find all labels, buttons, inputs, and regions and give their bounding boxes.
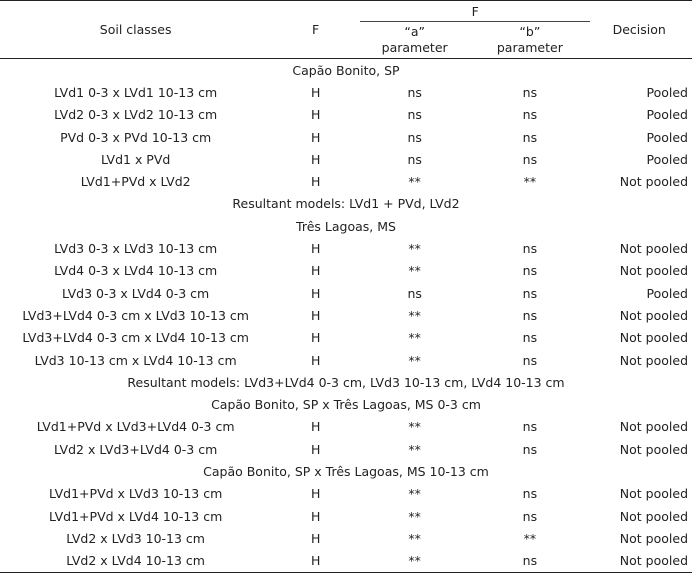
cell-decision: Pooled bbox=[646, 285, 688, 301]
cell-a-parameter: ns bbox=[407, 107, 422, 123]
section-title: Capão Bonito, SP bbox=[292, 62, 400, 78]
cell-soil-classes: LVd1 x PVd bbox=[100, 151, 171, 167]
cell-a-parameter: ** bbox=[408, 530, 421, 546]
cell-f: H bbox=[310, 263, 321, 279]
cell-b-parameter: ns bbox=[522, 129, 538, 145]
cell-b-parameter: ns bbox=[522, 84, 538, 100]
header-f-group: F bbox=[360, 1, 590, 22]
cell-a-parameter: ** bbox=[408, 241, 421, 257]
cell-a-parameter: ** bbox=[408, 508, 421, 524]
cell-soil-classes: LVd2 x LVd3 10-13 cm bbox=[66, 530, 205, 546]
cell-b-parameter: ** bbox=[523, 530, 537, 546]
resultant-models: Resultant models: LVd3+LVd4 0-3 cm, LVd3 10-13 cm, LVd4 10-13 cm bbox=[127, 374, 565, 390]
cell-f: H bbox=[310, 285, 321, 301]
header-decision: Decision bbox=[590, 1, 692, 59]
cell-decision: Not pooled bbox=[619, 352, 688, 368]
cell-b-parameter: ns bbox=[522, 330, 538, 346]
cell-b-parameter: ns bbox=[522, 241, 538, 257]
cell-decision: Not pooled bbox=[619, 441, 688, 457]
cell-a-parameter: ** bbox=[408, 441, 421, 457]
cell-a-parameter: ** bbox=[360, 550, 469, 573]
section-title-row bbox=[0, 460, 692, 482]
cell-a-parameter: ** bbox=[408, 307, 421, 323]
cell-decision: Not pooled bbox=[619, 508, 688, 524]
cell-decision: Not pooled bbox=[619, 307, 688, 323]
cell-soil-classes: LVd2 x LVd4 10-13 cm bbox=[0, 550, 271, 573]
cell-decision: Not pooled bbox=[619, 263, 688, 279]
cell-soil-classes: LVd4 0-3 x LVd4 10-13 cm bbox=[54, 263, 218, 279]
table-row bbox=[0, 505, 692, 527]
resultant-models-row bbox=[0, 193, 692, 215]
cell-f: H bbox=[310, 84, 321, 100]
table-row bbox=[0, 327, 692, 349]
cell-f: H bbox=[310, 151, 321, 167]
cell-soil-classes: LVd1+PVd x LVd3 10-13 cm bbox=[49, 486, 223, 502]
cell-f: H bbox=[310, 530, 321, 546]
cell-b-parameter: ns bbox=[522, 307, 538, 323]
cell-a-parameter: ** bbox=[408, 419, 421, 435]
cell-b-parameter: ns bbox=[522, 107, 538, 123]
cell-decision: Pooled bbox=[646, 151, 688, 167]
cell-decision: Not pooled bbox=[619, 530, 688, 546]
cell-a-parameter: ** bbox=[408, 174, 421, 190]
cell-b-parameter: ns bbox=[522, 352, 538, 368]
table-row bbox=[0, 438, 692, 460]
table-row bbox=[0, 260, 692, 282]
cell-f: H bbox=[310, 441, 321, 457]
cell-decision: Not pooled bbox=[619, 486, 688, 502]
cell-a-parameter: ** bbox=[408, 330, 421, 346]
cell-f: H bbox=[310, 107, 321, 123]
header-b-line2: parameter bbox=[496, 40, 563, 55]
cell-soil-classes: LVd3 10-13 cm x LVd4 10-13 cm bbox=[34, 352, 237, 368]
cell-b-parameter: ns bbox=[469, 550, 590, 573]
header-a-line1: “a” bbox=[404, 24, 425, 39]
section-title: Capão Bonito, SP x Três Lagoas, MS 0-3 cm bbox=[211, 397, 481, 413]
cell-b-parameter: ns bbox=[522, 263, 538, 279]
cell-a-parameter: ** bbox=[408, 486, 421, 502]
table-row bbox=[0, 170, 692, 192]
cell-soil-classes: LVd1+PVd x LVd3+LVd4 0-3 cm bbox=[36, 419, 235, 435]
table-row bbox=[0, 483, 692, 505]
cell-decision: Pooled bbox=[646, 129, 688, 145]
section-title: Capão Bonito, SP x Três Lagoas, MS 10-13 cm bbox=[203, 463, 489, 479]
resultant-models-row bbox=[0, 371, 692, 393]
cell-decision: Not pooled bbox=[619, 241, 688, 257]
cell-soil-classes: LVd1+PVd x LVd4 10-13 cm bbox=[49, 508, 223, 524]
cell-b-parameter: ns bbox=[522, 151, 538, 167]
cell-b-parameter: ns bbox=[522, 508, 538, 524]
cell-f: H bbox=[310, 419, 321, 435]
table-row bbox=[0, 237, 692, 259]
section-title-row bbox=[0, 215, 692, 237]
cell-a-parameter: ns bbox=[407, 151, 422, 167]
table-row bbox=[0, 527, 692, 549]
cell-f: H bbox=[310, 129, 321, 145]
cell-f: H bbox=[310, 486, 321, 502]
cell-decision: Not pooled bbox=[619, 330, 688, 346]
header-b-parameter bbox=[469, 22, 590, 59]
cell-f: H bbox=[310, 241, 321, 257]
cell-decision: Not pooled bbox=[619, 174, 688, 190]
cell-f: H bbox=[271, 550, 360, 573]
cell-b-parameter: ns bbox=[522, 285, 538, 301]
resultant-models: Resultant models: LVd1 + PVd, LVd2 bbox=[232, 196, 460, 212]
cell-soil-classes: LVd3+LVd4 0-3 cm x LVd3 10-13 cm bbox=[22, 307, 249, 323]
cell-decision: Pooled bbox=[646, 84, 688, 100]
cell-a-parameter: ns bbox=[407, 84, 422, 100]
cell-decision: Pooled bbox=[646, 107, 688, 123]
table-row bbox=[0, 304, 692, 326]
table-header bbox=[0, 1, 692, 59]
cell-decision: Not pooled bbox=[590, 550, 692, 573]
table-row bbox=[0, 282, 692, 304]
header-b-line1: “b” bbox=[519, 24, 541, 39]
table-row bbox=[0, 349, 692, 371]
cell-a-parameter: ns bbox=[407, 129, 422, 145]
cell-a-parameter: ns bbox=[407, 285, 422, 301]
section-title: Três Lagoas, MS bbox=[296, 218, 396, 234]
table-row bbox=[0, 550, 692, 573]
header-row-top bbox=[0, 1, 692, 22]
cell-f: H bbox=[310, 174, 321, 190]
cell-f: H bbox=[310, 330, 321, 346]
cell-soil-classes: LVd3+LVd4 0-3 cm x LVd4 10-13 cm bbox=[22, 330, 249, 346]
header-f: F bbox=[271, 1, 360, 59]
table-body bbox=[0, 59, 692, 573]
table-row bbox=[0, 148, 692, 170]
table-row bbox=[0, 416, 692, 438]
table-row bbox=[0, 104, 692, 126]
cell-b-parameter: ns bbox=[522, 441, 538, 457]
cell-soil-classes: LVd3 0-3 x LVd3 10-13 cm bbox=[54, 241, 218, 257]
table-row bbox=[0, 81, 692, 103]
cell-a-parameter: ** bbox=[408, 352, 421, 368]
header-a-line2: parameter bbox=[381, 40, 448, 55]
cell-f: H bbox=[310, 352, 321, 368]
cell-soil-classes: PVd 0-3 x PVd 10-13 cm bbox=[60, 129, 212, 145]
cell-b-parameter: ns bbox=[522, 419, 538, 435]
cell-soil-classes: LVd1 0-3 x LVd1 10-13 cm bbox=[54, 84, 218, 100]
cell-a-parameter: ** bbox=[408, 263, 421, 279]
cell-soil-classes: LVd1+PVd x LVd2 bbox=[80, 174, 191, 190]
cell-decision: Not pooled bbox=[619, 419, 688, 435]
table-row bbox=[0, 126, 692, 148]
cell-f: H bbox=[310, 508, 321, 524]
section-title-row bbox=[0, 59, 692, 82]
cell-b-parameter: ** bbox=[523, 174, 537, 190]
cell-f: H bbox=[310, 307, 321, 323]
header-soil-classes: Soil classes bbox=[0, 1, 271, 59]
section-title-row bbox=[0, 393, 692, 415]
cell-b-parameter: ns bbox=[522, 486, 538, 502]
cell-soil-classes: LVd2 x LVd3+LVd4 0-3 cm bbox=[53, 441, 218, 457]
cell-soil-classes: LVd3 0-3 x LVd4 0-3 cm bbox=[62, 285, 210, 301]
cell-soil-classes: LVd2 0-3 x LVd2 10-13 cm bbox=[54, 107, 218, 123]
header-a-parameter bbox=[360, 22, 469, 59]
